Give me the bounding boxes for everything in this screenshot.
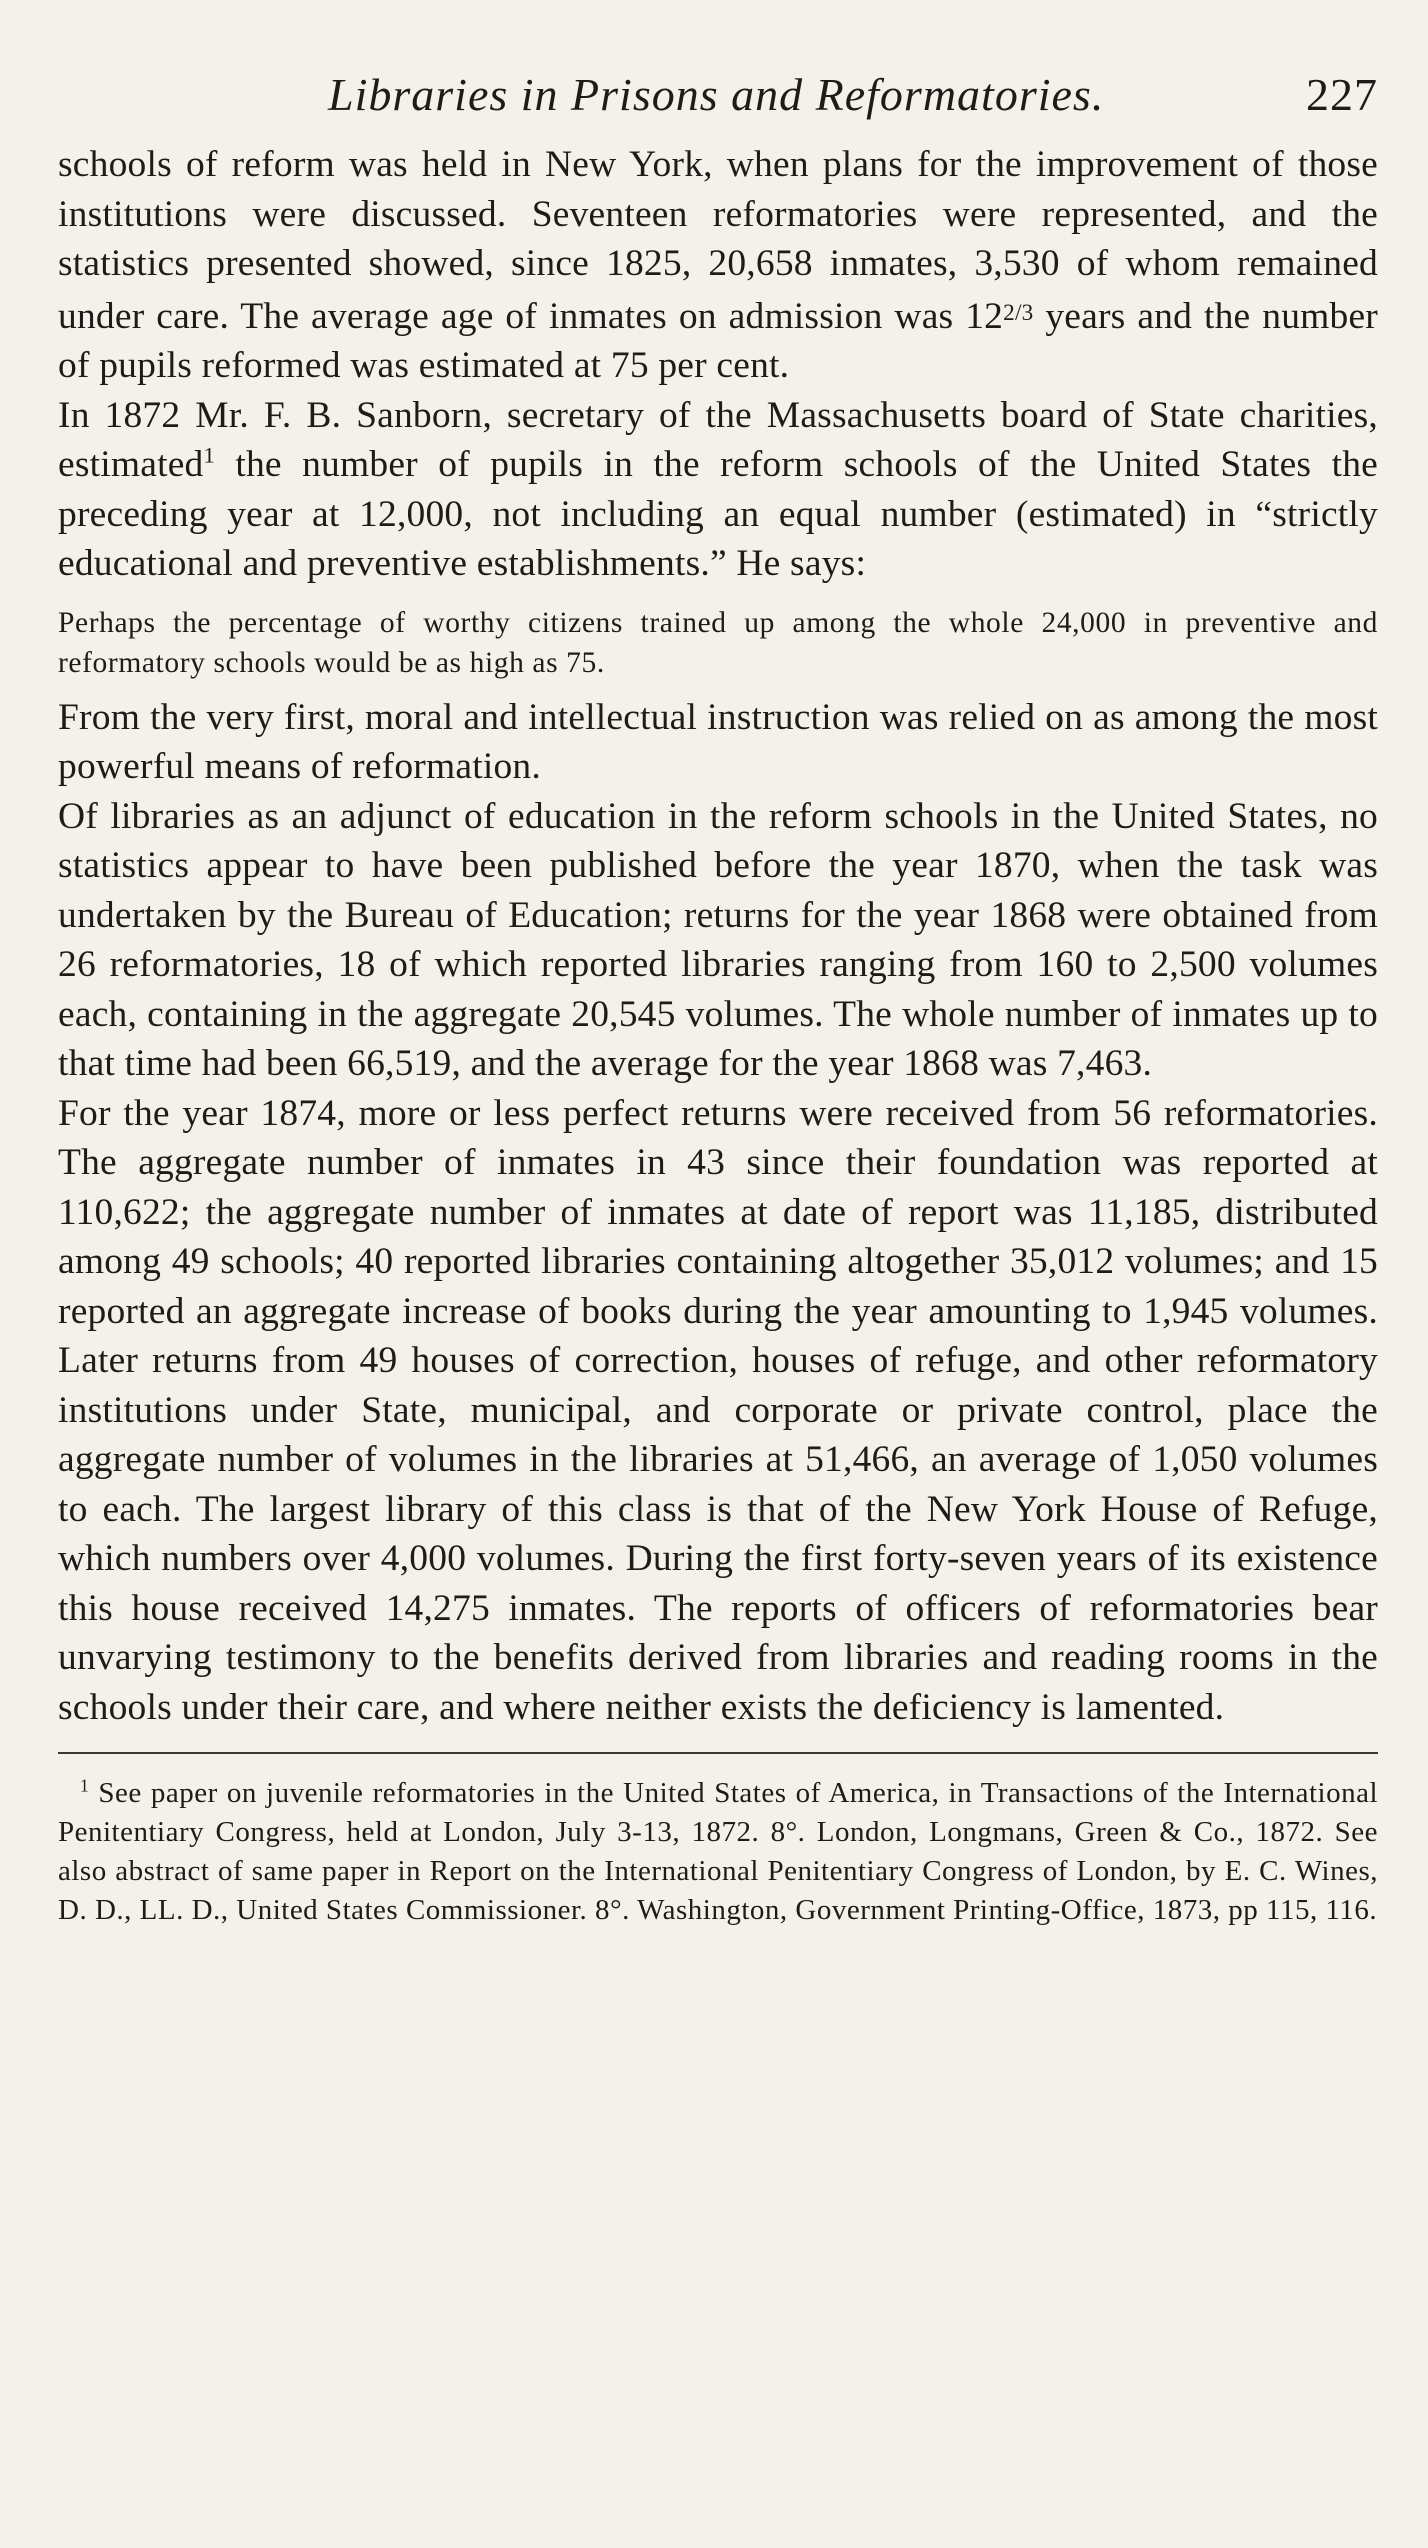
page-number: 227 <box>1306 69 1378 120</box>
footnote <box>58 1774 1378 1930</box>
footnote-text: See paper on juvenile reformatories in the United States of America, in Transactions of the International Penitentiary Congress, held at London, July 3-13, 1872. 8°. London, Longmans, Green & Co., 1872. See also abstract of same paper in Report on the International Penitentiary Congress of London, by E. C. Wines, D. D., LL. D., United States Commissioner. 8°. Washington, Government Printing-Office, 1873, pp 115, 116. <box>58 1777 1378 1927</box>
footnote-reference: 1 <box>203 442 215 468</box>
paragraph-1-end: years and the number of pupils reformed was estimated at 75 per cent. <box>58 295 1378 387</box>
running-head <box>58 62 1378 132</box>
paragraph-3: From the very first, moral and intellectual instruction was relied on as among the most powerful means of reformation. <box>58 696 1378 788</box>
block-quote: Perhaps the percentage of worthy citizens trained up among the whole 24,000 in preventive and reformatory schools would be as high as 75. <box>58 606 1378 679</box>
paragraph-5: For the year 1874, more or less perfect returns were received from 56 reformatories. The aggregate number of inmates in 43 since their foundation was reported at 110,622; the aggregate number of inmates at date of report was 11,185, distributed among 49 schools; 40 reported libraries containing altogether 35,012 volumes; and 15 reported an aggregate increase of books during the year amounting to 1,945 volumes. Later returns from 49 houses of correction, houses of refuge, and other reformatory institutions under State, municipal, and corporate or private control, place the aggregate number of volumes in the libraries at 51,466, an average of 1,050 volumes to each. The largest library of this class is that of the New York House of Refuge, which numbers over 4,000 volumes. During the first forty-seven years of its existence this house received 14,275 inmates. The reports of officers of reformatories bear unvarying testimony to the benefits derived from libraries and reading rooms in the schools under their care, and where neither exists the deficiency is lamented. <box>58 1092 1378 1728</box>
paragraph-2-text: In 1872 Mr. F. B. Sanborn, secretary of the Massachusetts board of State charities, estimated <box>58 394 1378 486</box>
footnote-marker: 1 <box>80 1775 90 1796</box>
paragraph-2 <box>58 391 1378 589</box>
footnote-divider <box>58 1752 1378 1754</box>
book-page <box>58 62 1378 1930</box>
paragraph-1-text: schools of reform was held in New York, when plans for the improvement of those institutions were discussed. Seventeen reformatories were represented, and the statistics presented showed, since 1825, 20,658 inmates, 3,530 of whom remained under care. The average age of inmates on admission was 12 <box>58 144 1378 337</box>
body-text <box>58 140 1378 1732</box>
running-title: Libraries in Prisons and Reformatories. <box>328 69 1105 120</box>
paragraph-4: Of libraries as an adjunct of education in the reform schools in the United States, no statistics appear to have been published before the year 1870, when the task was undertaken by the Bureau of Education; returns for the year 1868 were obtained from 26 reformatories, 18 of which reported libraries ranging from 160 to 2,500 volumes each, containing in the aggregate 20,545 volumes. The whole number of inmates up to that time had been 66,519, and the average for the year 1868 was 7,463. <box>58 795 1378 1085</box>
paragraph-2-end: the number of pupils in the reform schools of the United States the preceding year at 12,000, not including an equal number (estimated) in “strictly educational and preventive establishments.” He says: <box>58 444 1378 585</box>
age-fraction: 2/3 <box>1003 299 1034 326</box>
paragraph-1 <box>58 140 1378 391</box>
